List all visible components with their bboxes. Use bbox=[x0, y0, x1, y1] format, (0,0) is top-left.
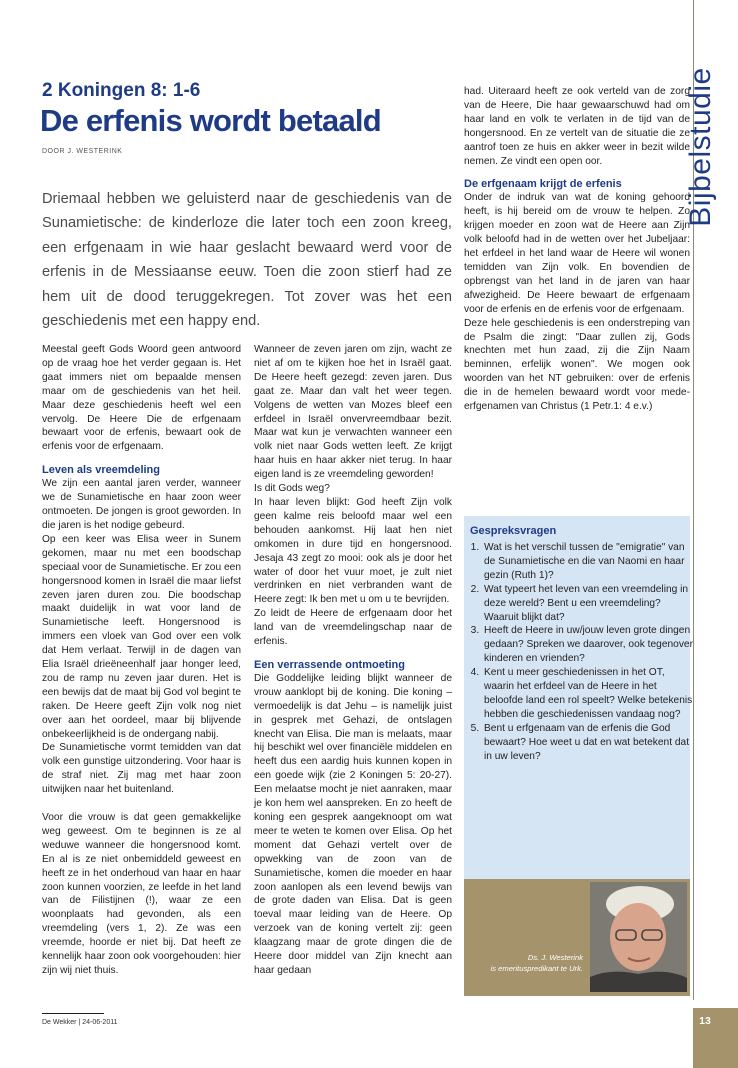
questions-title: Gespreksvragen bbox=[470, 525, 557, 537]
subheading: De erfgenaam krijgt de erfenis bbox=[464, 178, 622, 191]
section-label-text: Bijbelstudie bbox=[684, 67, 717, 227]
question-item: 3. Heeft de Heere in uw/jouw leven grote dingen gedaan? Spreken we daarover, ook tegenover kinderen en vrienden? bbox=[482, 624, 696, 666]
author-caption bbox=[470, 953, 583, 974]
question-item: 5. Bent u erfgenaam van de erfenis die God bewaart? Hoe weet u dat en wat betekent dat in uw leven? bbox=[482, 722, 696, 764]
paragraph: Wanneer de zeven jaren om zijn, wacht ze niet af om te kijken hoe het in Israël gaat. De Heere heeft gezegd: zeven jaren. Dus gaat ze. Maar dan valt het weer tegen. Volgens de wetten van Mozes bleef een erfdeel in Israël onvervreemdbaar bezit. Maar wat kun je verwachten wanneer een volk niet naar Gods wetten leeft. Ze krijgt haar huis en haar akker niet terug. In haar eigen land is ze vreemdeling geworden! bbox=[254, 344, 452, 481]
paragraph: Is dit Gods weg? bbox=[254, 483, 330, 495]
column-3 bbox=[464, 85, 690, 414]
questions-list bbox=[470, 541, 696, 764]
author-photo bbox=[590, 882, 687, 992]
question-item: 2. Wat typeert het leven van een vreemdeling in deze wereld? Bent u een vreemdeling? Waaruit blijkt dat? bbox=[482, 583, 696, 625]
paragraph: We zijn een aantal jaren verder, wanneer we de Sunamietische en haar zoon weer ontmoeten. De jongen is groot geworden. In die jaren is het nodige gebeurd. bbox=[42, 478, 241, 531]
discussion-questions-box bbox=[464, 516, 693, 879]
paragraph: De Sunamietische vormt temidden van dat volk een gunstige uitzondering. Voor haar is de straf niet. Zij mag met haar zoon uitwijken naar het buitenland. bbox=[42, 742, 241, 796]
paragraph: Zo leidt de Heere de erfgenaam door het land van de vreemdelingschap naar de erfenis. bbox=[254, 608, 452, 648]
author-name: Ds. J. Westerink bbox=[527, 953, 583, 962]
footer-rule bbox=[42, 1013, 104, 1014]
paragraph: In haar leven blijkt: God heeft Zijn volk geen kalme reis beloofd maar wel een behouden aankomst. Hij laat hen niet omkomen in dure tijd en hongersnood. Jesaja 43 zegt zo mooi: ook als je door het water of door het vuur moet, je zult niet verdrinken en niet verbranden want de Heere zegt: Ik ben met u om u te bevrijden. bbox=[254, 496, 452, 606]
subheading: Een verrassende ontmoeting bbox=[254, 658, 405, 671]
paragraph: Onder de indruk van wat de koning gehoord heeft, is hij bereid om de vrouw te helpen. Zo krijgen moeder en zoon wat de Heere aan Zijn volk beloofd had in de wetten over het Jubeljaar: het erfdeel in het land waar de Heere wil wonen temidden van Zijn volk. En bovendien de opbrengst van het land in de jaren van haar afwezigheid. De Heere bewaart de erfgenaam voor de erfenis en de erfenis voor de erfgenaam. bbox=[464, 192, 690, 315]
subheading: Leven als vreemdeling bbox=[42, 464, 160, 477]
article-title: De erfenis wordt betaald bbox=[40, 103, 381, 138]
paragraph: Die Goddelijke leiding blijkt wanneer de vrouw aanklopt bij de koning. Die koning – vermoedelijk is dat Jehu – is namelijk juist in gesprek met Gehazi, de ontslagen knecht van Elisa. Die man is melaats, maar hij beschikt wel over financiële middelen en heeft dus een aardig huis kunnen kopen in een goede wijk (zie 2 Koningen 5: 20-27). Een melaatse mocht je niet aanraken, maar je kon hem wel aanspreken. En zo heeft de koning een gesprek aangeknoopt om wat meer te weten te komen over Elisa. Op het moment dat Gehazi vertelt over de opwekking van de zoon van de Sunamietische, komen die moeder en haar zoon aanlopen als een levend bewijs van de grote daden van Elisa. Dat is geen toeval maar leiding van de Heere. Op verzoek van de koning vertelt zij: geen klaagzang maar de grote dingen die de Heere door middel van Zijn knecht aan haar gedaan bbox=[254, 672, 452, 976]
paragraph: Voor die vrouw is dat geen gemakkelijke weg geweest. Om te beginnen is ze al weduwe wanneer die hongersnood komt. En al is ze niet onbemiddeld geweest en heeft ze in het onderhoud van haar en haar zoon kunnen voorzien, ze leefde in het land van de Filistijnen (!), waar ze een woonplaats had gevonden, als een vreemdeling (vers 1, 2). Ze was een vreemde, hoorde er niet bij. Dat heeft ze kennelijk haar zoon ook voorgehouden: hier zijn wij niet thuis. bbox=[42, 811, 241, 976]
byline: DOOR J. WESTERINK bbox=[42, 148, 123, 155]
page-number: 13 bbox=[699, 1015, 711, 1027]
column-1 bbox=[42, 343, 241, 978]
question-item: 4. Kent u meer geschiedenissen in het OT, waarin het erfdeel van de Heere in het beloofde land een rol speelt? Welke betekenis hebben die geschiedenissen vandaag nog? bbox=[482, 666, 696, 722]
paragraph: Deze hele geschiedenis is een onderstreping van de Psalm die zingt: "Daar zullen zij, Gods knechten met hun zaad, zij die Zijn Naam beminnen, erfelijk wonen". We mogen ook woorden van het NT gebruiken: over de erfenis die in de hemelen bewaard wordt voor mede-erfgenamen van Christus (1 Petr.1: 4 e.v.) bbox=[464, 317, 690, 413]
footer-source: De Wekker | 24-06-2011 bbox=[42, 1019, 118, 1026]
column-2 bbox=[254, 343, 452, 978]
article-kicker: 2 Koningen 8: 1-6 bbox=[42, 80, 201, 101]
author-portrait-icon bbox=[590, 882, 687, 992]
intro-paragraph: Driemaal hebben we geluisterd naar de geschiedenis van de Sunamietische: de kinderloze die later toch een zoon kreeg, een erfgenaam in wie haar geslacht bewaard werd voor de erfenis in de Messiaanse eeuw. Toen die zoon stierf had ze hem uit de dood teruggekregen. Tot zover was het een geschiedenis met een happy end. bbox=[42, 191, 452, 330]
paragraph: Op een keer was Elisa weer in Sunem gekomen, maar nu met een boodschap speciaal voor de Sunamietische. Er zou een hongersnood komen in Israël die maar liefst zeven jaren duren zou. Die boodschap maakt duidelijk in wat voor land de Sunamietische leeft. Hongersnood is immers een vloek van God over een volk dat Hem verlaat. Terwijl in de dagen van Elia Israël drieëneenhalf jaar honger leed, zou de ramp nu zeven jaar duren. Het is een bewijs dat de maat bij God vol begint te raken. De Heere geeft Zijn volk nog niet over aan het oordeel, maar bij blijvende onbekeerlijkheid is de ondergang nabij. bbox=[42, 533, 241, 740]
question-item: 1. Wat is het verschil tussen de "emigratie" van de Sunamietische en die van Naomi en haar gezin (Ruth 1)? bbox=[482, 541, 696, 583]
author-role: is emerituspredikant te Urk. bbox=[490, 963, 583, 973]
paragraph: had. Uiteraard heeft ze ook verteld van de zorg van de Heere, Die haar gewaarschuwd had om haar land en volk te verlaten in de tijd van de hongersnood. En ze vertelt van de situatie die ze aantrof toen ze huis en akker weer in bezit wilde nemen. Ze vindt een open oor. bbox=[464, 86, 690, 167]
paragraph: Meestal geeft Gods Woord geen antwoord op de vraag hoe het verder gegaan is. Het gaat immers niet om bepaalde mensen maar om de geschiedenis van het heil. Maar deze geschiedenis heeft wel een vervolg. De Heere Die de erfgenaam bewaart voor de erfenis, bewaart ook de erfenis voor de erfgenaam. bbox=[42, 344, 241, 453]
